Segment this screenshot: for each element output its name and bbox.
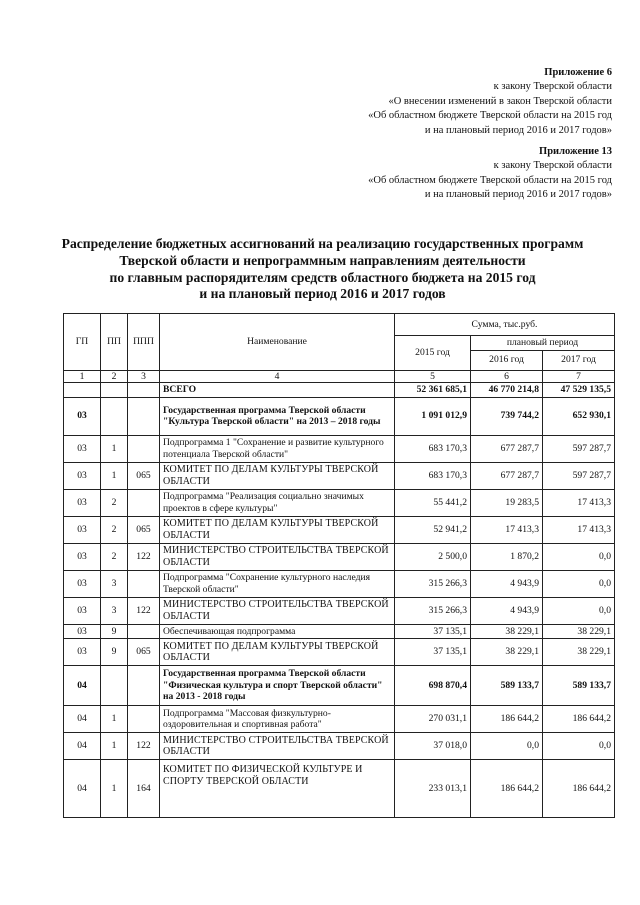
cell-gp: 03 <box>64 639 101 666</box>
cell-name: Подпрограмма "Массовая физкультурно-оздоровительная и спортивная работа" <box>160 706 395 733</box>
cell-pp <box>101 383 128 398</box>
cell-gp: 03 <box>64 570 101 597</box>
cell-2015: 37 135,1 <box>395 639 471 666</box>
cell-2017: 0,0 <box>543 733 615 760</box>
cell-pp: 2 <box>101 516 128 543</box>
col-header-name: Наименование <box>160 314 395 371</box>
table-row <box>64 624 615 639</box>
cell-2015: 52 941,2 <box>395 516 471 543</box>
appendix-6-line: «Об областном бюджете Тверской области на 2015 год <box>368 110 612 122</box>
appendix-13-title: Приложение 13 <box>539 146 612 157</box>
cell-gp: 03 <box>64 489 101 516</box>
cell-2017: 589 133,7 <box>543 666 615 706</box>
cell-2016: 677 287,7 <box>471 462 543 489</box>
cell-ppp: 065 <box>128 639 160 666</box>
cell-pp <box>101 666 128 706</box>
table-row <box>64 543 615 570</box>
cell-2015: 315 266,3 <box>395 597 471 624</box>
cell-name: МИНИСТЕРСТВО СТРОИТЕЛЬСТВА ТВЕРСКОЙ ОБЛАСТИ <box>160 543 395 570</box>
cell-ppp: 122 <box>128 733 160 760</box>
document-title-line: и на плановый период 2016 и 2017 годов <box>199 286 446 302</box>
cell-2015: 37 135,1 <box>395 624 471 639</box>
appendix-13-line: и на плановый период 2016 и 2017 годов» <box>424 189 612 201</box>
cell-name: Подпрограмма 1 "Сохранение и развитие культурного потенциала Тверской области" <box>160 435 395 462</box>
cell-ppp <box>128 435 160 462</box>
cell-2017: 38 229,1 <box>543 639 615 666</box>
column-number: 4 <box>160 370 395 383</box>
cell-2017: 17 413,3 <box>543 516 615 543</box>
cell-name: Государственная программа Тверской области "Культура Тверской области" на 2013 – 2018 годы <box>160 397 395 435</box>
cell-pp: 1 <box>101 435 128 462</box>
document-title-line: по главным распорядителям средств областного бюджета на 2015 год <box>109 269 536 285</box>
cell-2017: 0,0 <box>543 570 615 597</box>
cell-gp: 04 <box>64 760 101 818</box>
cell-2015: 683 170,3 <box>395 435 471 462</box>
table-row <box>64 462 615 489</box>
cell-2016: 17 413,3 <box>471 516 543 543</box>
cell-name: МИНИСТЕРСТВО СТРОИТЕЛЬСТВА ТВЕРСКОЙ ОБЛАСТИ <box>160 733 395 760</box>
table-row <box>64 397 615 435</box>
cell-gp: 03 <box>64 435 101 462</box>
cell-2016: 589 133,7 <box>471 666 543 706</box>
cell-2017: 186 644,2 <box>543 706 615 733</box>
cell-name: МИНИСТЕРСТВО СТРОИТЕЛЬСТВА ТВЕРСКОЙ ОБЛАСТИ <box>160 597 395 624</box>
cell-2016: 46 770 214,8 <box>471 383 543 398</box>
cell-2017: 597 287,7 <box>543 462 615 489</box>
cell-2017: 0,0 <box>543 543 615 570</box>
cell-2015: 315 266,3 <box>395 570 471 597</box>
cell-gp: 03 <box>64 543 101 570</box>
cell-ppp <box>128 383 160 398</box>
cell-pp: 1 <box>101 706 128 733</box>
cell-2017: 17 413,3 <box>543 489 615 516</box>
cell-2017: 186 644,2 <box>543 760 615 818</box>
cell-pp: 1 <box>101 462 128 489</box>
cell-pp: 9 <box>101 639 128 666</box>
cell-gp: 03 <box>64 516 101 543</box>
cell-2015: 270 031,1 <box>395 706 471 733</box>
cell-2015: 683 170,3 <box>395 462 471 489</box>
cell-ppp <box>128 397 160 435</box>
cell-pp: 3 <box>101 597 128 624</box>
column-number: 6 <box>471 370 543 383</box>
col-header-pp: ПП <box>101 314 128 371</box>
cell-2017: 652 930,1 <box>543 397 615 435</box>
cell-2017: 38 229,1 <box>543 624 615 639</box>
appendix-6-line: «О внесении изменений в закон Тверской области <box>388 95 612 107</box>
cell-2016: 19 283,5 <box>471 489 543 516</box>
cell-name: КОМИТЕТ ПО ДЕЛАМ КУЛЬТУРЫ ТВЕРСКОЙ ОБЛАСТИ <box>160 462 395 489</box>
column-number: 1 <box>64 370 101 383</box>
cell-ppp <box>128 624 160 639</box>
document-title-line: Тверской области и непрограммным направлениям деятельности <box>119 252 526 268</box>
table-row <box>64 383 615 398</box>
table-row <box>64 435 615 462</box>
table-row <box>64 733 615 760</box>
cell-gp: 04 <box>64 706 101 733</box>
cell-gp: 03 <box>64 624 101 639</box>
cell-name: Обеспечивающая подпрограмма <box>160 624 395 639</box>
cell-ppp <box>128 489 160 516</box>
appendix-13-line: к закону Тверской области <box>493 160 612 172</box>
cell-name: Подпрограмма "Сохранение культурного наследия Тверской области" <box>160 570 395 597</box>
cell-ppp: 164 <box>128 760 160 818</box>
column-number: 3 <box>128 370 160 383</box>
cell-2016: 186 644,2 <box>471 706 543 733</box>
cell-pp <box>101 397 128 435</box>
cell-pp: 1 <box>101 760 128 818</box>
table-row <box>64 706 615 733</box>
col-header-sum: Сумма, тыс.руб. <box>395 314 615 336</box>
table-row <box>64 489 615 516</box>
appendix-6-line: и на плановый период 2016 и 2017 годов» <box>424 124 612 136</box>
appendix-6-header <box>368 66 612 138</box>
cell-2015: 55 441,2 <box>395 489 471 516</box>
cell-name: КОМИТЕТ ПО ФИЗИЧЕСКОЙ КУЛЬТУРЕ И СПОРТУ ТВЕРСКОЙ ОБЛАСТИ <box>160 760 395 818</box>
cell-2015: 1 091 012,9 <box>395 397 471 435</box>
cell-2015: 698 870,4 <box>395 666 471 706</box>
cell-2015: 52 361 685,1 <box>395 383 471 398</box>
col-header-2017: 2017 год <box>543 350 615 370</box>
cell-2015: 233 013,1 <box>395 760 471 818</box>
cell-gp <box>64 383 101 398</box>
document-title-line: Распределение бюджетных ассигнований на реализацию государственных программ <box>61 236 584 251</box>
column-number-row <box>64 370 615 383</box>
cell-pp: 1 <box>101 733 128 760</box>
table-row <box>64 639 615 666</box>
cell-gp: 03 <box>64 397 101 435</box>
cell-2015: 2 500,0 <box>395 543 471 570</box>
col-header-gp: ГП <box>64 314 101 371</box>
col-header-ppp: ППП <box>128 314 160 371</box>
cell-2016: 4 943,9 <box>471 597 543 624</box>
col-header-2015: 2015 год <box>395 336 471 371</box>
column-number: 2 <box>101 370 128 383</box>
cell-ppp <box>128 706 160 733</box>
cell-2016: 0,0 <box>471 733 543 760</box>
cell-gp: 03 <box>64 462 101 489</box>
budget-table <box>63 313 615 818</box>
cell-ppp: 065 <box>128 462 160 489</box>
cell-gp: 04 <box>64 733 101 760</box>
cell-ppp: 122 <box>128 597 160 624</box>
cell-ppp: 122 <box>128 543 160 570</box>
cell-ppp: 065 <box>128 516 160 543</box>
cell-name: ВСЕГО <box>160 383 395 398</box>
column-number: 5 <box>395 370 471 383</box>
appendix-13-header <box>368 145 612 203</box>
cell-2016: 38 229,1 <box>471 639 543 666</box>
cell-2016: 38 229,1 <box>471 624 543 639</box>
cell-pp: 2 <box>101 489 128 516</box>
table-row <box>64 516 615 543</box>
cell-2015: 37 018,0 <box>395 733 471 760</box>
cell-2016: 1 870,2 <box>471 543 543 570</box>
cell-pp: 9 <box>101 624 128 639</box>
col-header-planned: плановый период <box>471 336 615 351</box>
document-title <box>20 236 625 303</box>
table-row <box>64 597 615 624</box>
cell-ppp <box>128 570 160 597</box>
cell-pp: 3 <box>101 570 128 597</box>
column-number: 7 <box>543 370 615 383</box>
appendix-13-line: «Об областном бюджете Тверской области на 2015 год <box>368 174 612 186</box>
cell-2017: 597 287,7 <box>543 435 615 462</box>
cell-2017: 47 529 135,5 <box>543 383 615 398</box>
appendix-6-title: Приложение 6 <box>544 67 612 78</box>
col-header-2016: 2016 год <box>471 350 543 370</box>
cell-ppp <box>128 666 160 706</box>
cell-2016: 677 287,7 <box>471 435 543 462</box>
cell-name: Государственная программа Тверской области "Физическая культура и спорт Тверской области" на 2013 - 2018 годы <box>160 666 395 706</box>
cell-2016: 186 644,2 <box>471 760 543 818</box>
cell-gp: 04 <box>64 666 101 706</box>
cell-name: КОМИТЕТ ПО ДЕЛАМ КУЛЬТУРЫ ТВЕРСКОЙ ОБЛАСТИ <box>160 516 395 543</box>
cell-name: КОМИТЕТ ПО ДЕЛАМ КУЛЬТУРЫ ТВЕРСКОЙ ОБЛАСТИ <box>160 639 395 666</box>
cell-2017: 0,0 <box>543 597 615 624</box>
cell-name: Подпрограмма "Реализация социально значимых проектов в сфере культуры" <box>160 489 395 516</box>
cell-2016: 739 744,2 <box>471 397 543 435</box>
table-row <box>64 666 615 706</box>
cell-gp: 03 <box>64 597 101 624</box>
table-row <box>64 760 615 818</box>
table-row <box>64 570 615 597</box>
cell-2016: 4 943,9 <box>471 570 543 597</box>
cell-pp: 2 <box>101 543 128 570</box>
appendix-6-line: к закону Тверской области <box>493 81 612 93</box>
